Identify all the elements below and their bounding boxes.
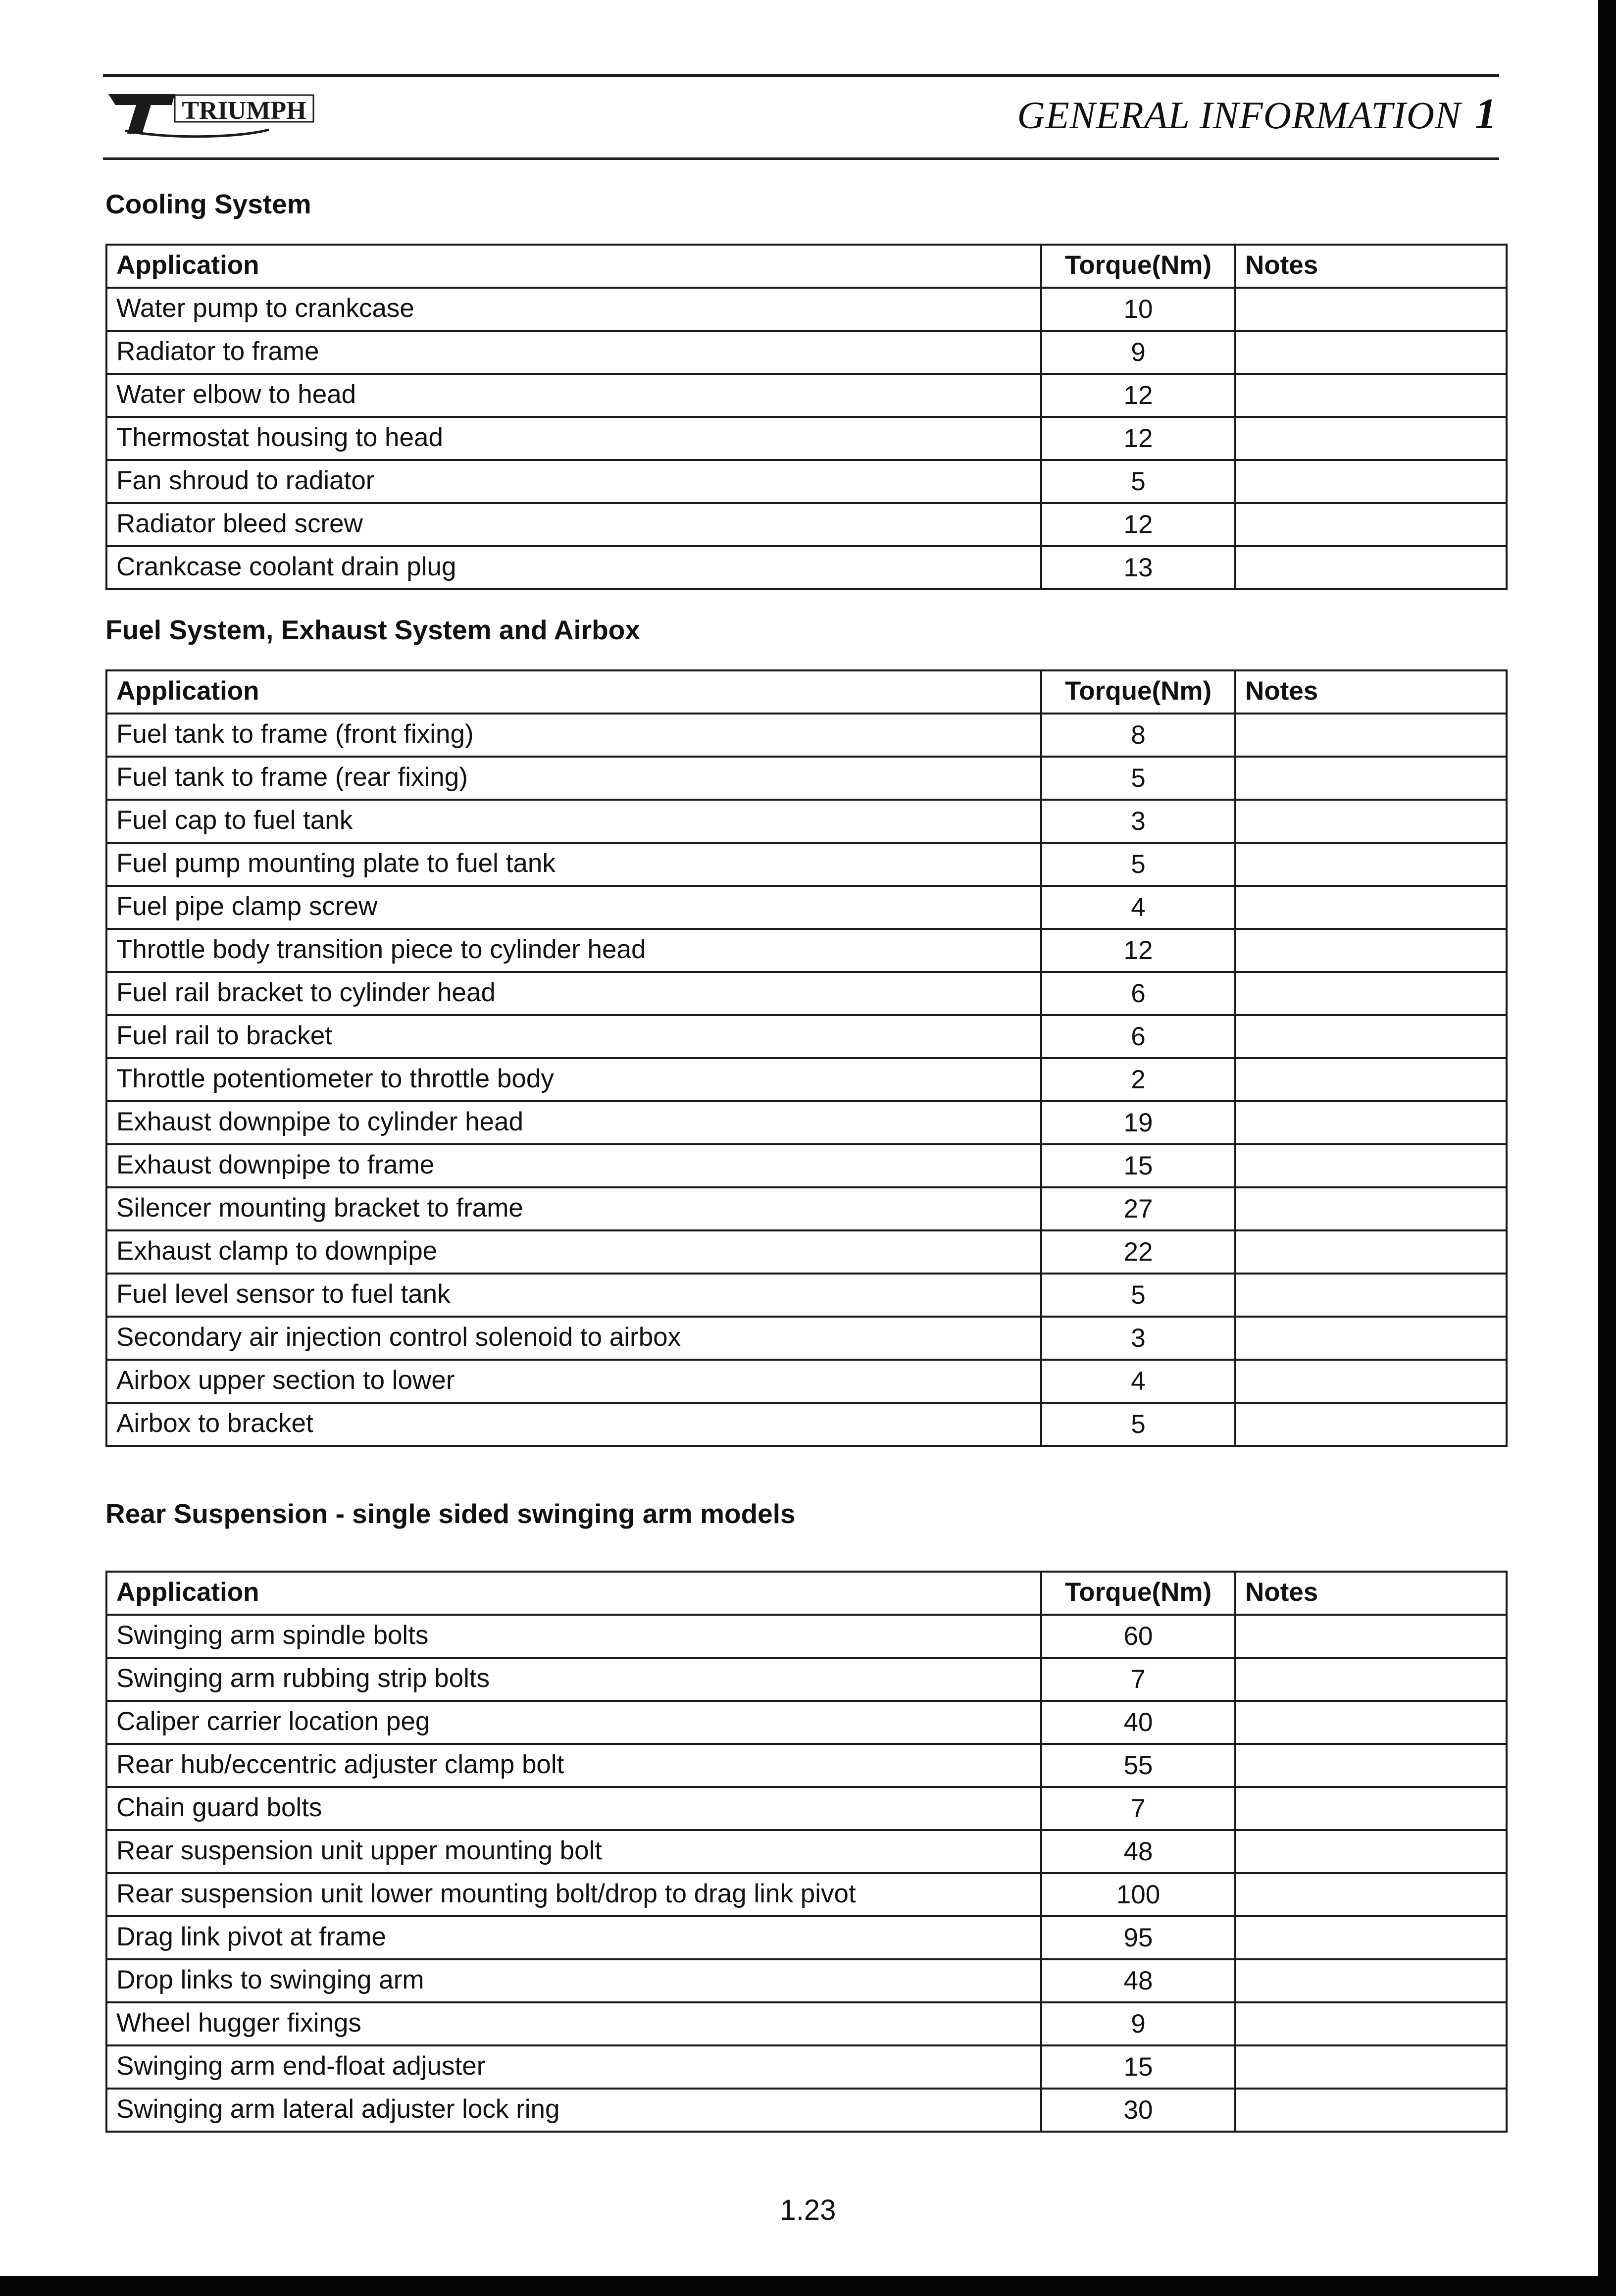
header-title bbox=[1017, 89, 1497, 139]
notes-cell bbox=[1235, 1015, 1507, 1058]
table-row bbox=[106, 843, 1507, 886]
notes-cell bbox=[1235, 1873, 1507, 1916]
notes-cell bbox=[1235, 1744, 1507, 1787]
notes-cell bbox=[1235, 417, 1507, 460]
torque-value-cell: 60 bbox=[1041, 1615, 1235, 1658]
table-row bbox=[106, 460, 1507, 503]
application-cell: Airbox upper section to lower bbox=[106, 1360, 1041, 1403]
table-row bbox=[106, 2089, 1507, 2132]
table-row bbox=[106, 1615, 1507, 1658]
application-cell: Fuel cap to fuel tank bbox=[106, 800, 1041, 843]
column-header-torque: Torque(Nm) bbox=[1041, 245, 1235, 288]
application-cell: Swinging arm lateral adjuster lock ring bbox=[106, 2089, 1041, 2132]
application-cell: Secondary air injection control solenoid to airbox bbox=[106, 1317, 1041, 1360]
notes-cell bbox=[1235, 331, 1507, 374]
table-row bbox=[106, 1274, 1507, 1317]
application-cell: Water elbow to head bbox=[106, 374, 1041, 417]
application-cell: Swinging arm end-float adjuster bbox=[106, 2045, 1041, 2089]
notes-cell bbox=[1235, 1615, 1507, 1658]
notes-cell bbox=[1235, 374, 1507, 417]
torque-value-cell: 13 bbox=[1041, 546, 1235, 589]
torque-value-cell: 3 bbox=[1041, 800, 1235, 843]
notes-cell bbox=[1235, 1317, 1507, 1360]
torque-table-fuel-exhaust-airbox bbox=[105, 669, 1508, 1447]
notes-cell bbox=[1235, 929, 1507, 972]
column-header-torque: Torque(Nm) bbox=[1041, 670, 1235, 714]
torque-value-cell: 12 bbox=[1041, 929, 1235, 972]
torque-value-cell: 48 bbox=[1041, 1959, 1235, 2002]
torque-value-cell: 95 bbox=[1041, 1916, 1235, 1959]
triumph-logo bbox=[105, 85, 323, 140]
application-cell: Fuel pump mounting plate to fuel tank bbox=[106, 843, 1041, 886]
notes-cell bbox=[1235, 800, 1507, 843]
notes-cell bbox=[1235, 1058, 1507, 1101]
torque-value-cell: 7 bbox=[1041, 1658, 1235, 1701]
application-cell: Fuel pipe clamp screw bbox=[106, 886, 1041, 929]
table-row bbox=[106, 1403, 1507, 1446]
torque-value-cell: 5 bbox=[1041, 1403, 1235, 1446]
torque-value-cell: 100 bbox=[1041, 1873, 1235, 1916]
table-header-row bbox=[106, 245, 1507, 288]
notes-cell bbox=[1235, 714, 1507, 757]
torque-value-cell: 5 bbox=[1041, 1274, 1235, 1317]
table-row bbox=[106, 1959, 1507, 2002]
notes-cell bbox=[1235, 1360, 1507, 1403]
table-row bbox=[106, 886, 1507, 929]
notes-cell bbox=[1235, 1658, 1507, 1701]
application-cell: Thermostat housing to head bbox=[106, 417, 1041, 460]
section-heading-fuel-exhaust-airbox: Fuel System, Exhaust System and Airbox bbox=[105, 614, 640, 645]
table-row bbox=[106, 1317, 1507, 1360]
section-heading-cooling: Cooling System bbox=[105, 189, 311, 219]
torque-value-cell: 4 bbox=[1041, 1360, 1235, 1403]
application-cell: Caliper carrier location peg bbox=[106, 1701, 1041, 1744]
table-row bbox=[106, 288, 1507, 331]
torque-value-cell: 6 bbox=[1041, 1015, 1235, 1058]
torque-value-cell: 48 bbox=[1041, 1830, 1235, 1873]
table-row bbox=[106, 929, 1507, 972]
notes-cell bbox=[1235, 972, 1507, 1015]
torque-value-cell: 3 bbox=[1041, 1317, 1235, 1360]
table-row bbox=[106, 714, 1507, 757]
application-cell: Chain guard bolts bbox=[106, 1787, 1041, 1830]
notes-cell bbox=[1235, 1274, 1507, 1317]
column-header-application: Application bbox=[106, 245, 1041, 288]
header-title-text: GENERAL INFORMATION bbox=[1017, 94, 1461, 137]
torque-value-cell: 12 bbox=[1041, 503, 1235, 546]
table-row bbox=[106, 1658, 1507, 1701]
application-cell: Drag link pivot at frame bbox=[106, 1916, 1041, 1959]
application-cell: Fuel rail to bracket bbox=[106, 1015, 1041, 1058]
application-cell: Rear suspension unit upper mounting bolt bbox=[106, 1830, 1041, 1873]
torque-table-rear-suspension bbox=[105, 1571, 1508, 2133]
notes-cell bbox=[1235, 2002, 1507, 2045]
notes-cell bbox=[1235, 546, 1507, 589]
application-cell: Fuel tank to frame (front fixing) bbox=[106, 714, 1041, 757]
notes-cell bbox=[1235, 1187, 1507, 1230]
table-row bbox=[106, 1187, 1507, 1230]
page-number: 1.23 bbox=[780, 2194, 836, 2226]
table-row bbox=[106, 2002, 1507, 2045]
application-cell: Crankcase coolant drain plug bbox=[106, 546, 1041, 589]
notes-cell bbox=[1235, 757, 1507, 800]
header-bottom-rule bbox=[103, 157, 1499, 160]
column-header-torque: Torque(Nm) bbox=[1041, 1572, 1235, 1615]
table-row bbox=[106, 2045, 1507, 2089]
application-cell: Fan shroud to radiator bbox=[106, 460, 1041, 503]
torque-value-cell: 2 bbox=[1041, 1058, 1235, 1101]
torque-value-cell: 9 bbox=[1041, 331, 1235, 374]
scan-border-bottom bbox=[0, 2276, 1616, 2296]
notes-cell bbox=[1235, 1230, 1507, 1274]
application-cell: Wheel hugger fixings bbox=[106, 2002, 1041, 2045]
notes-cell bbox=[1235, 2089, 1507, 2132]
application-cell: Throttle body transition piece to cylinder head bbox=[106, 929, 1041, 972]
application-cell: Silencer mounting bracket to frame bbox=[106, 1187, 1041, 1230]
scan-border-right bbox=[1598, 0, 1616, 2296]
torque-value-cell: 15 bbox=[1041, 2045, 1235, 2089]
application-cell: Airbox to bracket bbox=[106, 1403, 1041, 1446]
logo-lettering: TRIUMPH bbox=[182, 97, 306, 125]
application-cell: Rear hub/eccentric adjuster clamp bolt bbox=[106, 1744, 1041, 1787]
torque-value-cell: 27 bbox=[1041, 1187, 1235, 1230]
table-row bbox=[106, 1058, 1507, 1101]
torque-value-cell: 12 bbox=[1041, 374, 1235, 417]
notes-cell bbox=[1235, 503, 1507, 546]
torque-value-cell: 5 bbox=[1041, 757, 1235, 800]
notes-cell bbox=[1235, 1144, 1507, 1187]
application-cell: Swinging arm rubbing strip bolts bbox=[106, 1658, 1041, 1701]
table-row bbox=[106, 1101, 1507, 1144]
table-row bbox=[106, 1015, 1507, 1058]
table-header-row bbox=[106, 670, 1507, 714]
torque-value-cell: 9 bbox=[1041, 2002, 1235, 2045]
header-top-rule bbox=[103, 74, 1499, 77]
application-cell: Drop links to swinging arm bbox=[106, 1959, 1041, 2002]
torque-value-cell: 4 bbox=[1041, 886, 1235, 929]
table-row bbox=[106, 331, 1507, 374]
torque-value-cell: 10 bbox=[1041, 288, 1235, 331]
section-heading-rear-suspension: Rear Suspension - single sided swinging arm models bbox=[105, 1498, 796, 1529]
torque-value-cell: 15 bbox=[1041, 1144, 1235, 1187]
application-cell: Rear suspension unit lower mounting bolt/drop to drag link pivot bbox=[106, 1873, 1041, 1916]
table-row bbox=[106, 417, 1507, 460]
application-cell: Exhaust clamp to downpipe bbox=[106, 1230, 1041, 1274]
torque-value-cell: 6 bbox=[1041, 972, 1235, 1015]
torque-value-cell: 5 bbox=[1041, 460, 1235, 503]
torque-value-cell: 55 bbox=[1041, 1744, 1235, 1787]
application-cell: Fuel rail bracket to cylinder head bbox=[106, 972, 1041, 1015]
notes-cell bbox=[1235, 1101, 1507, 1144]
notes-cell bbox=[1235, 886, 1507, 929]
table-row bbox=[106, 1701, 1507, 1744]
torque-value-cell: 40 bbox=[1041, 1701, 1235, 1744]
table-row bbox=[106, 800, 1507, 843]
notes-cell bbox=[1235, 1701, 1507, 1744]
application-cell: Fuel tank to frame (rear fixing) bbox=[106, 757, 1041, 800]
chapter-number: 1 bbox=[1475, 90, 1497, 138]
table-row bbox=[106, 972, 1507, 1015]
torque-value-cell: 12 bbox=[1041, 417, 1235, 460]
table-row bbox=[106, 1744, 1507, 1787]
notes-cell bbox=[1235, 1403, 1507, 1446]
table-row bbox=[106, 1787, 1507, 1830]
table-row bbox=[106, 503, 1507, 546]
application-cell: Exhaust downpipe to cylinder head bbox=[106, 1101, 1041, 1144]
column-header-notes: Notes bbox=[1235, 245, 1507, 288]
torque-table-cooling bbox=[105, 244, 1508, 590]
notes-cell bbox=[1235, 1916, 1507, 1959]
notes-cell bbox=[1235, 288, 1507, 331]
torque-value-cell: 22 bbox=[1041, 1230, 1235, 1274]
table-row bbox=[106, 1144, 1507, 1187]
notes-cell bbox=[1235, 1959, 1507, 2002]
torque-value-cell: 8 bbox=[1041, 714, 1235, 757]
column-header-notes: Notes bbox=[1235, 1572, 1507, 1615]
table-row bbox=[106, 1830, 1507, 1873]
application-cell: Radiator bleed screw bbox=[106, 503, 1041, 546]
notes-cell bbox=[1235, 1787, 1507, 1830]
table-row bbox=[106, 1230, 1507, 1274]
torque-value-cell: 7 bbox=[1041, 1787, 1235, 1830]
notes-cell bbox=[1235, 2045, 1507, 2089]
notes-cell bbox=[1235, 460, 1507, 503]
application-cell: Water pump to crankcase bbox=[106, 288, 1041, 331]
table-row bbox=[106, 1916, 1507, 1959]
table-row bbox=[106, 1873, 1507, 1916]
table-row bbox=[106, 374, 1507, 417]
application-cell: Radiator to frame bbox=[106, 331, 1041, 374]
column-header-application: Application bbox=[106, 670, 1041, 714]
torque-value-cell: 19 bbox=[1041, 1101, 1235, 1144]
application-cell: Swinging arm spindle bolts bbox=[106, 1615, 1041, 1658]
notes-cell bbox=[1235, 1830, 1507, 1873]
column-header-application: Application bbox=[106, 1572, 1041, 1615]
torque-value-cell: 5 bbox=[1041, 843, 1235, 886]
application-cell: Exhaust downpipe to frame bbox=[106, 1144, 1041, 1187]
application-cell: Fuel level sensor to fuel tank bbox=[106, 1274, 1041, 1317]
table-header-row bbox=[106, 1572, 1507, 1615]
table-row bbox=[106, 546, 1507, 589]
table-row bbox=[106, 757, 1507, 800]
column-header-notes: Notes bbox=[1235, 670, 1507, 714]
application-cell: Throttle potentiometer to throttle body bbox=[106, 1058, 1041, 1101]
notes-cell bbox=[1235, 843, 1507, 886]
table-row bbox=[106, 1360, 1507, 1403]
torque-value-cell: 30 bbox=[1041, 2089, 1235, 2132]
